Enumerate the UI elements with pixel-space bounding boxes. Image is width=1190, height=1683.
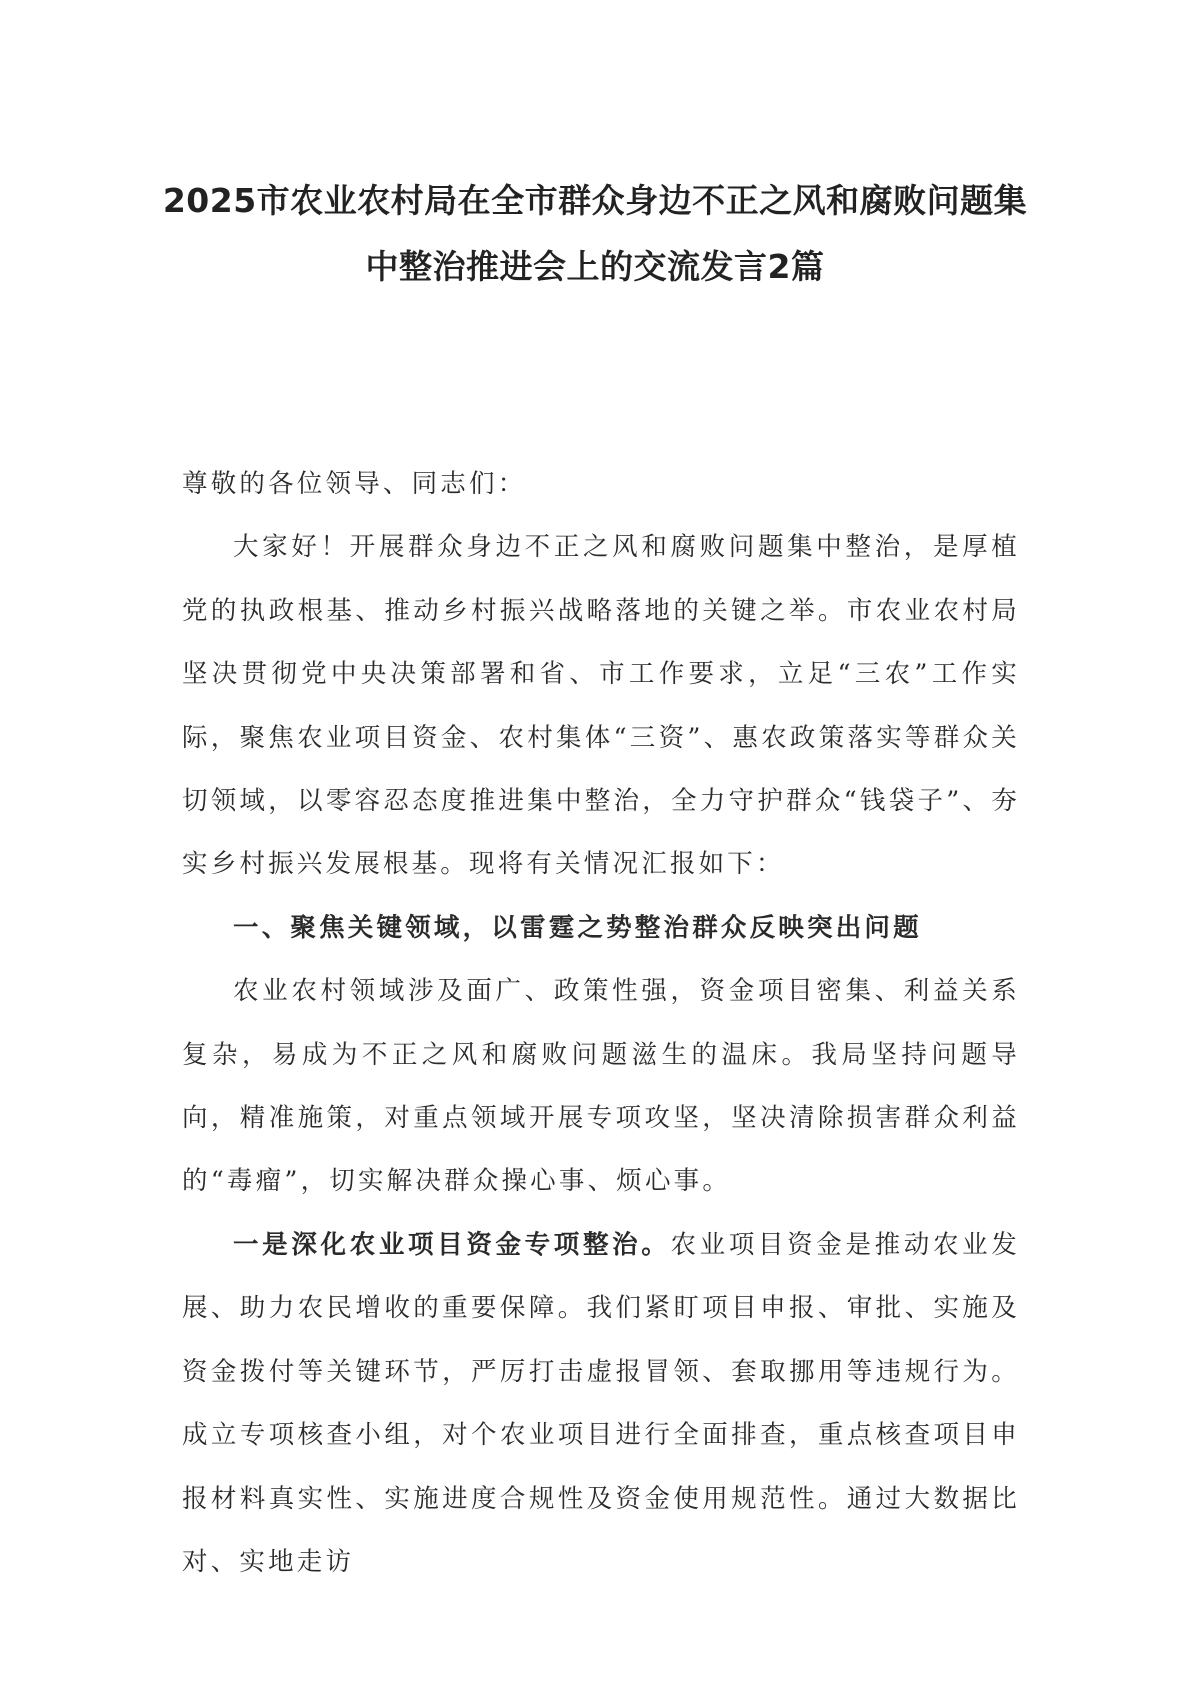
title-line-1: 2025市农业农村局在全市群众身边不正之风和腐败问题集 xyxy=(162,181,1028,220)
section-heading-1: 一、聚焦关键领域，以雷霆之势整治群众反映突出问题 xyxy=(233,912,922,943)
section-1-paragraph: 农业农村领域涉及面广、政策性强，资金项目密集、利益关系复杂，易成为不正之风和腐败问题滋生的温床。我局坚持问题导向，精准施策，对重点领域开展专项攻坚，坚决清除损害群众利益的“毒瘤”，切实解决群众操心事、烦心事。 xyxy=(182,976,1020,1197)
item-1-paragraph xyxy=(182,1214,1020,1594)
intro-paragraph: 大家好！开展群众身边不正之风和腐败问题集中整治，是厚植党的执政根基、推动乡村振兴战略落地的关键之举。市农业农村局坚决贯彻党中央决策部署和省、市工作要求，立足“三农”工作实际，聚焦农业项目资金、农村集体“三资”、惠农政策落实等群众关切领域，以零容忍态度推进集中整治，全力守护群众“钱袋子”、夯实乡村振兴发展根基。现将有关情况汇报如下： xyxy=(182,532,1020,880)
item-1-text: 农业项目资金是推动农业发展、助力农民增收的重要保障。我们紧盯项目申报、审批、实施及资金拨付等关键环节，严厉打击虚报冒领、套取挪用等违规行为。成立专项核查小组，对个农业项目进行全面排查，重点核查项目申报材料真实性、实施进度合规性及资金使用规范性。通过大数据比对、实地走访 xyxy=(182,1229,1020,1577)
item-1-lead: 一是深化农业项目资金专项整治。 xyxy=(233,1229,671,1260)
document-body xyxy=(182,453,1020,1594)
title-line-2: 中整治推进会上的交流发言2篇 xyxy=(365,247,825,286)
salutation: 尊敬的各位领导、同志们： xyxy=(182,469,527,499)
document-title xyxy=(150,168,1040,300)
